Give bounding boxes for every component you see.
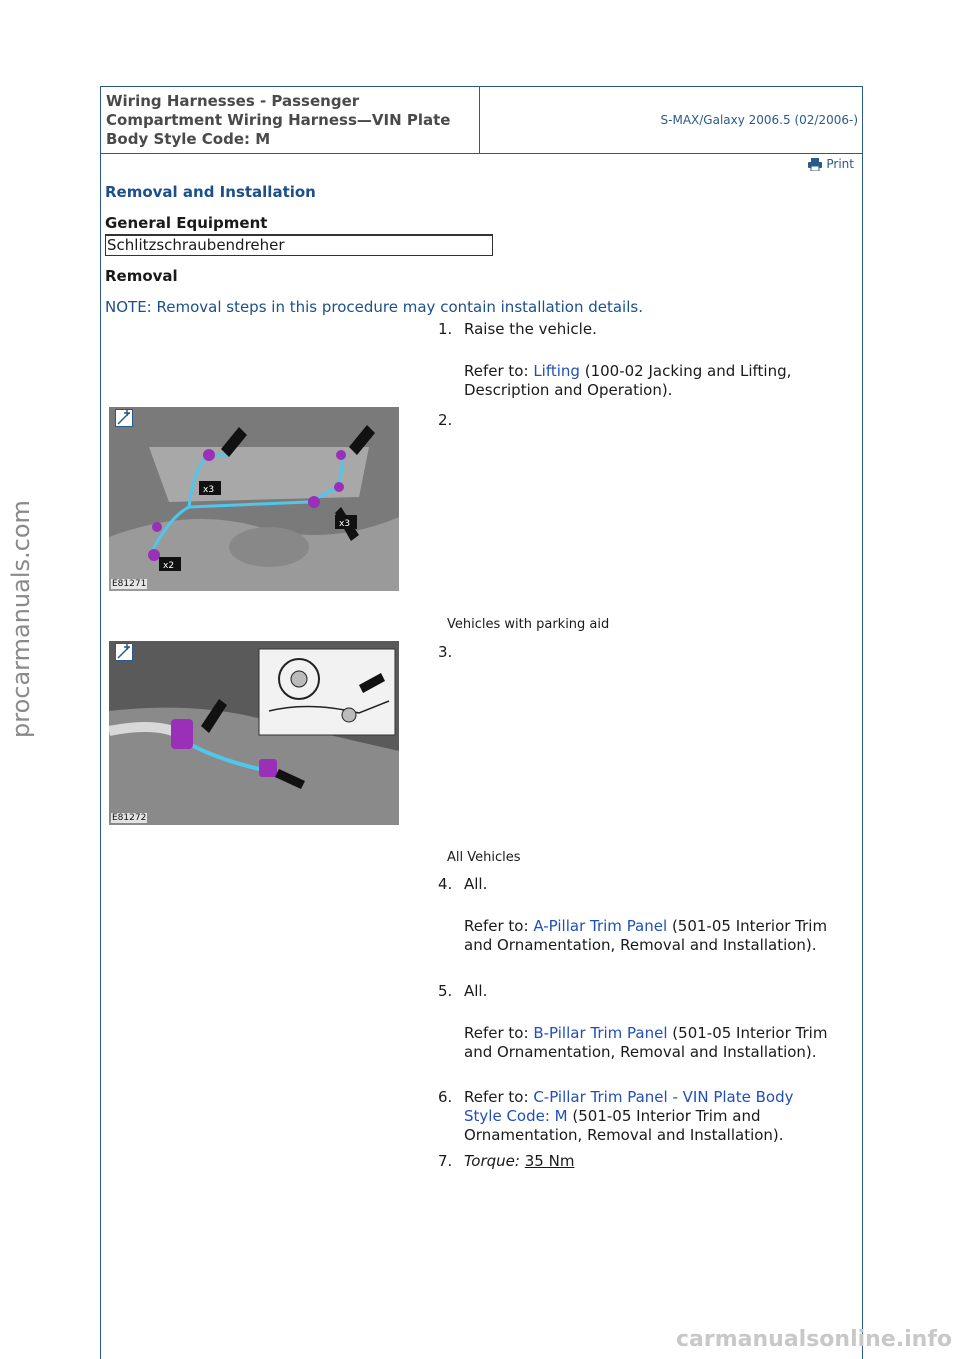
model-label: S-MAX/Galaxy 2006.5 (02/2006-) <box>660 113 858 127</box>
torque-label: Torque: <box>464 1152 520 1170</box>
fig1-badge-1: x3 <box>203 485 215 495</box>
printer-icon <box>808 158 822 171</box>
equipment-table <box>105 234 493 256</box>
ref-suffix: (501-05 Interior Trim and Ornamentation, Removal and Installation). <box>464 1024 828 1061</box>
fig1-badge-2: x3 <box>339 519 351 529</box>
step-number: 7. <box>438 1152 453 1170</box>
removal-heading: Removal <box>105 267 178 285</box>
header-title-line1: Wiring Harnesses - Passenger <box>106 92 360 110</box>
header-title-line2: Compartment Wiring Harness—VIN Plate <box>106 111 451 129</box>
ref-prefix: Refer to: <box>464 1088 529 1106</box>
step-number: 1. <box>438 320 453 338</box>
header-title-cell <box>101 87 480 153</box>
step-reference <box>464 1088 834 1145</box>
figure-e81271[interactable] <box>109 407 399 591</box>
zoom-icon[interactable] <box>115 409 133 427</box>
header-model-cell <box>481 87 862 153</box>
step-torque <box>464 1152 834 1171</box>
equipment-heading: General Equipment <box>105 214 268 232</box>
zoom-icon[interactable] <box>115 643 133 661</box>
ref-suffix: (100-02 Jacking and Lifting, Description and Operation). <box>464 362 792 399</box>
ref-suffix: (501-05 Interior Trim and Ornamentation, Removal and Installation). <box>464 917 828 954</box>
torque-value: 35 Nm <box>524 1152 575 1170</box>
ref-prefix: Refer to: <box>464 362 529 380</box>
step-number: 5. <box>438 982 453 1000</box>
harness-illustration-2 <box>109 641 399 825</box>
document-frame <box>100 86 863 1359</box>
side-watermark <box>5 440 35 740</box>
print-button[interactable] <box>808 157 854 171</box>
step-number: 6. <box>438 1088 453 1106</box>
ref-suffix: (501-05 Interior Trim and Ornamentation, Removal and Installation). <box>464 1107 784 1144</box>
figure-e81272[interactable] <box>109 641 399 825</box>
step-number: 4. <box>438 875 453 893</box>
step-number: 2. <box>438 411 453 429</box>
step-reference <box>464 1024 834 1062</box>
section-title: Removal and Installation <box>105 183 316 201</box>
step-reference <box>464 917 834 955</box>
link-b-pillar-trim-panel[interactable]: B-Pillar Trim Panel <box>533 1024 668 1042</box>
step-text: All. <box>464 982 488 1000</box>
link-c-pillar-trim-panel[interactable]: C-Pillar Trim Panel - VIN Plate Body Style Code: M <box>464 1088 794 1125</box>
caption-parking-aid: Vehicles with parking aid <box>447 617 610 632</box>
harness-illustration-1 <box>109 407 399 591</box>
document-header <box>101 87 862 154</box>
equipment-item: Schlitzschraubendreher <box>107 236 285 254</box>
step-number: 3. <box>438 643 453 661</box>
side-watermark-text: procarmanuals.com <box>7 500 35 738</box>
figure-label: E81271 <box>112 579 147 589</box>
step-text: Raise the vehicle. <box>464 320 597 338</box>
link-lifting[interactable]: Lifting <box>533 362 580 380</box>
link-a-pillar-trim-panel[interactable]: A-Pillar Trim Panel <box>533 917 668 935</box>
ref-prefix: Refer to: <box>464 917 529 935</box>
fig1-badge-3: x2 <box>163 561 175 571</box>
header-title-line3: Body Style Code: M <box>106 130 271 148</box>
caption-all-vehicles: All Vehicles <box>447 850 521 865</box>
step-text: All. <box>464 875 488 893</box>
ref-prefix: Refer to: <box>464 1024 529 1042</box>
figure-label: E81272 <box>112 813 147 823</box>
bottom-watermark: carmanualsonline.info <box>676 1327 952 1352</box>
print-label: Print <box>826 157 854 171</box>
removal-note: NOTE: Removal steps in this procedure may contain installation details. <box>105 298 643 316</box>
step-reference <box>464 362 834 400</box>
